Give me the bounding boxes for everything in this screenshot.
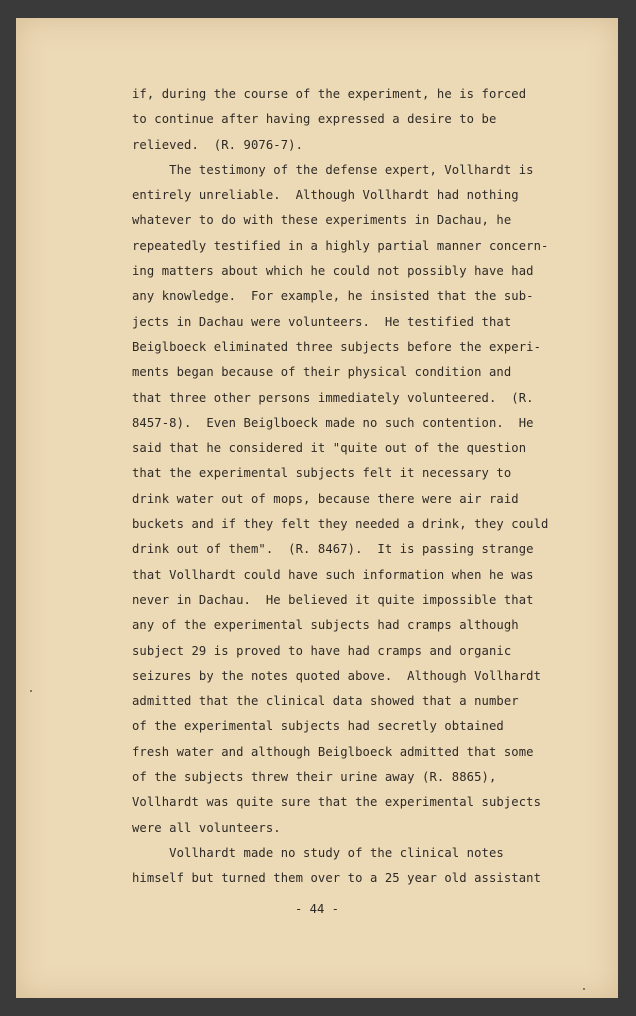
text-line: ing matters about which he could not possibly have had — [132, 264, 534, 279]
text-line: whatever to do with these experiments in Dachau, he — [132, 213, 512, 228]
text-line: of the experimental subjects had secretly obtained — [132, 719, 504, 734]
text-line: fresh water and although Beiglboeck admitted that some — [132, 744, 534, 759]
text-line: if, during the course of the experiment, he is forced — [132, 87, 527, 101]
text-line: The testimony of the defense expert, Vollhardt is — [132, 162, 534, 177]
text-line: any knowledge. For example, he insisted that the sub- — [132, 289, 534, 304]
text-line: admitted that the clinical data showed that a number — [132, 694, 519, 709]
text-line: were all volunteers. — [132, 820, 281, 835]
page-number: - 44 - — [294, 902, 340, 916]
text-line: of the subjects threw their urine away (R. 8865), — [132, 770, 497, 785]
text-line: Beiglboeck eliminated three subjects before the experi- — [132, 339, 542, 354]
text-line: jects in Dachau were volunteers. He testified that — [132, 314, 512, 329]
text-line: never in Dachau. He believed it quite impossible that — [132, 592, 534, 607]
text-line: Vollhardt was quite sure that the experimental subjects — [132, 795, 542, 810]
document-page — [16, 18, 618, 998]
text-line: said that he considered it "quite out of the question — [132, 441, 527, 456]
paper-speck — [583, 988, 585, 990]
text-line: entirely unreliable. Although Vollhardt had nothing — [132, 188, 519, 203]
text-line: repeatedly testified in a highly partial manner concern- — [132, 238, 549, 253]
text-line: to continue after having expressed a desire to be — [132, 112, 497, 127]
text-line: drink water out of mops, because there were air raid — [132, 491, 519, 506]
text-line: any of the experimental subjects had cramps although — [132, 618, 519, 633]
text-line: Vollhardt made no study of the clinical notes — [132, 845, 504, 860]
text-line: 8457-8). Even Beiglboeck made no such contention. He — [132, 415, 534, 430]
text-line: that three other persons immediately volunteered. (R. — [132, 390, 534, 405]
text-line: ments began because of their physical condition and — [132, 365, 512, 380]
text-line: seizures by the notes quoted above. Although Vollhardt — [132, 668, 542, 683]
paper-speck — [30, 690, 32, 692]
text-line: buckets and if they felt they needed a drink, they could — [132, 517, 549, 532]
text-line: drink out of them". (R. 8467). It is passing strange — [132, 542, 534, 557]
text-line: that Vollhardt could have such information when he was — [132, 567, 534, 582]
text-line: that the experimental subjects felt it necessary to — [132, 466, 512, 481]
body-text — [132, 82, 572, 892]
text-line: subject 29 is proved to have had cramps and organic — [132, 643, 512, 658]
text-line: himself but turned them over to a 25 year old assistant — [132, 871, 542, 886]
text-line: relieved. (R. 9076-7). — [132, 137, 304, 152]
